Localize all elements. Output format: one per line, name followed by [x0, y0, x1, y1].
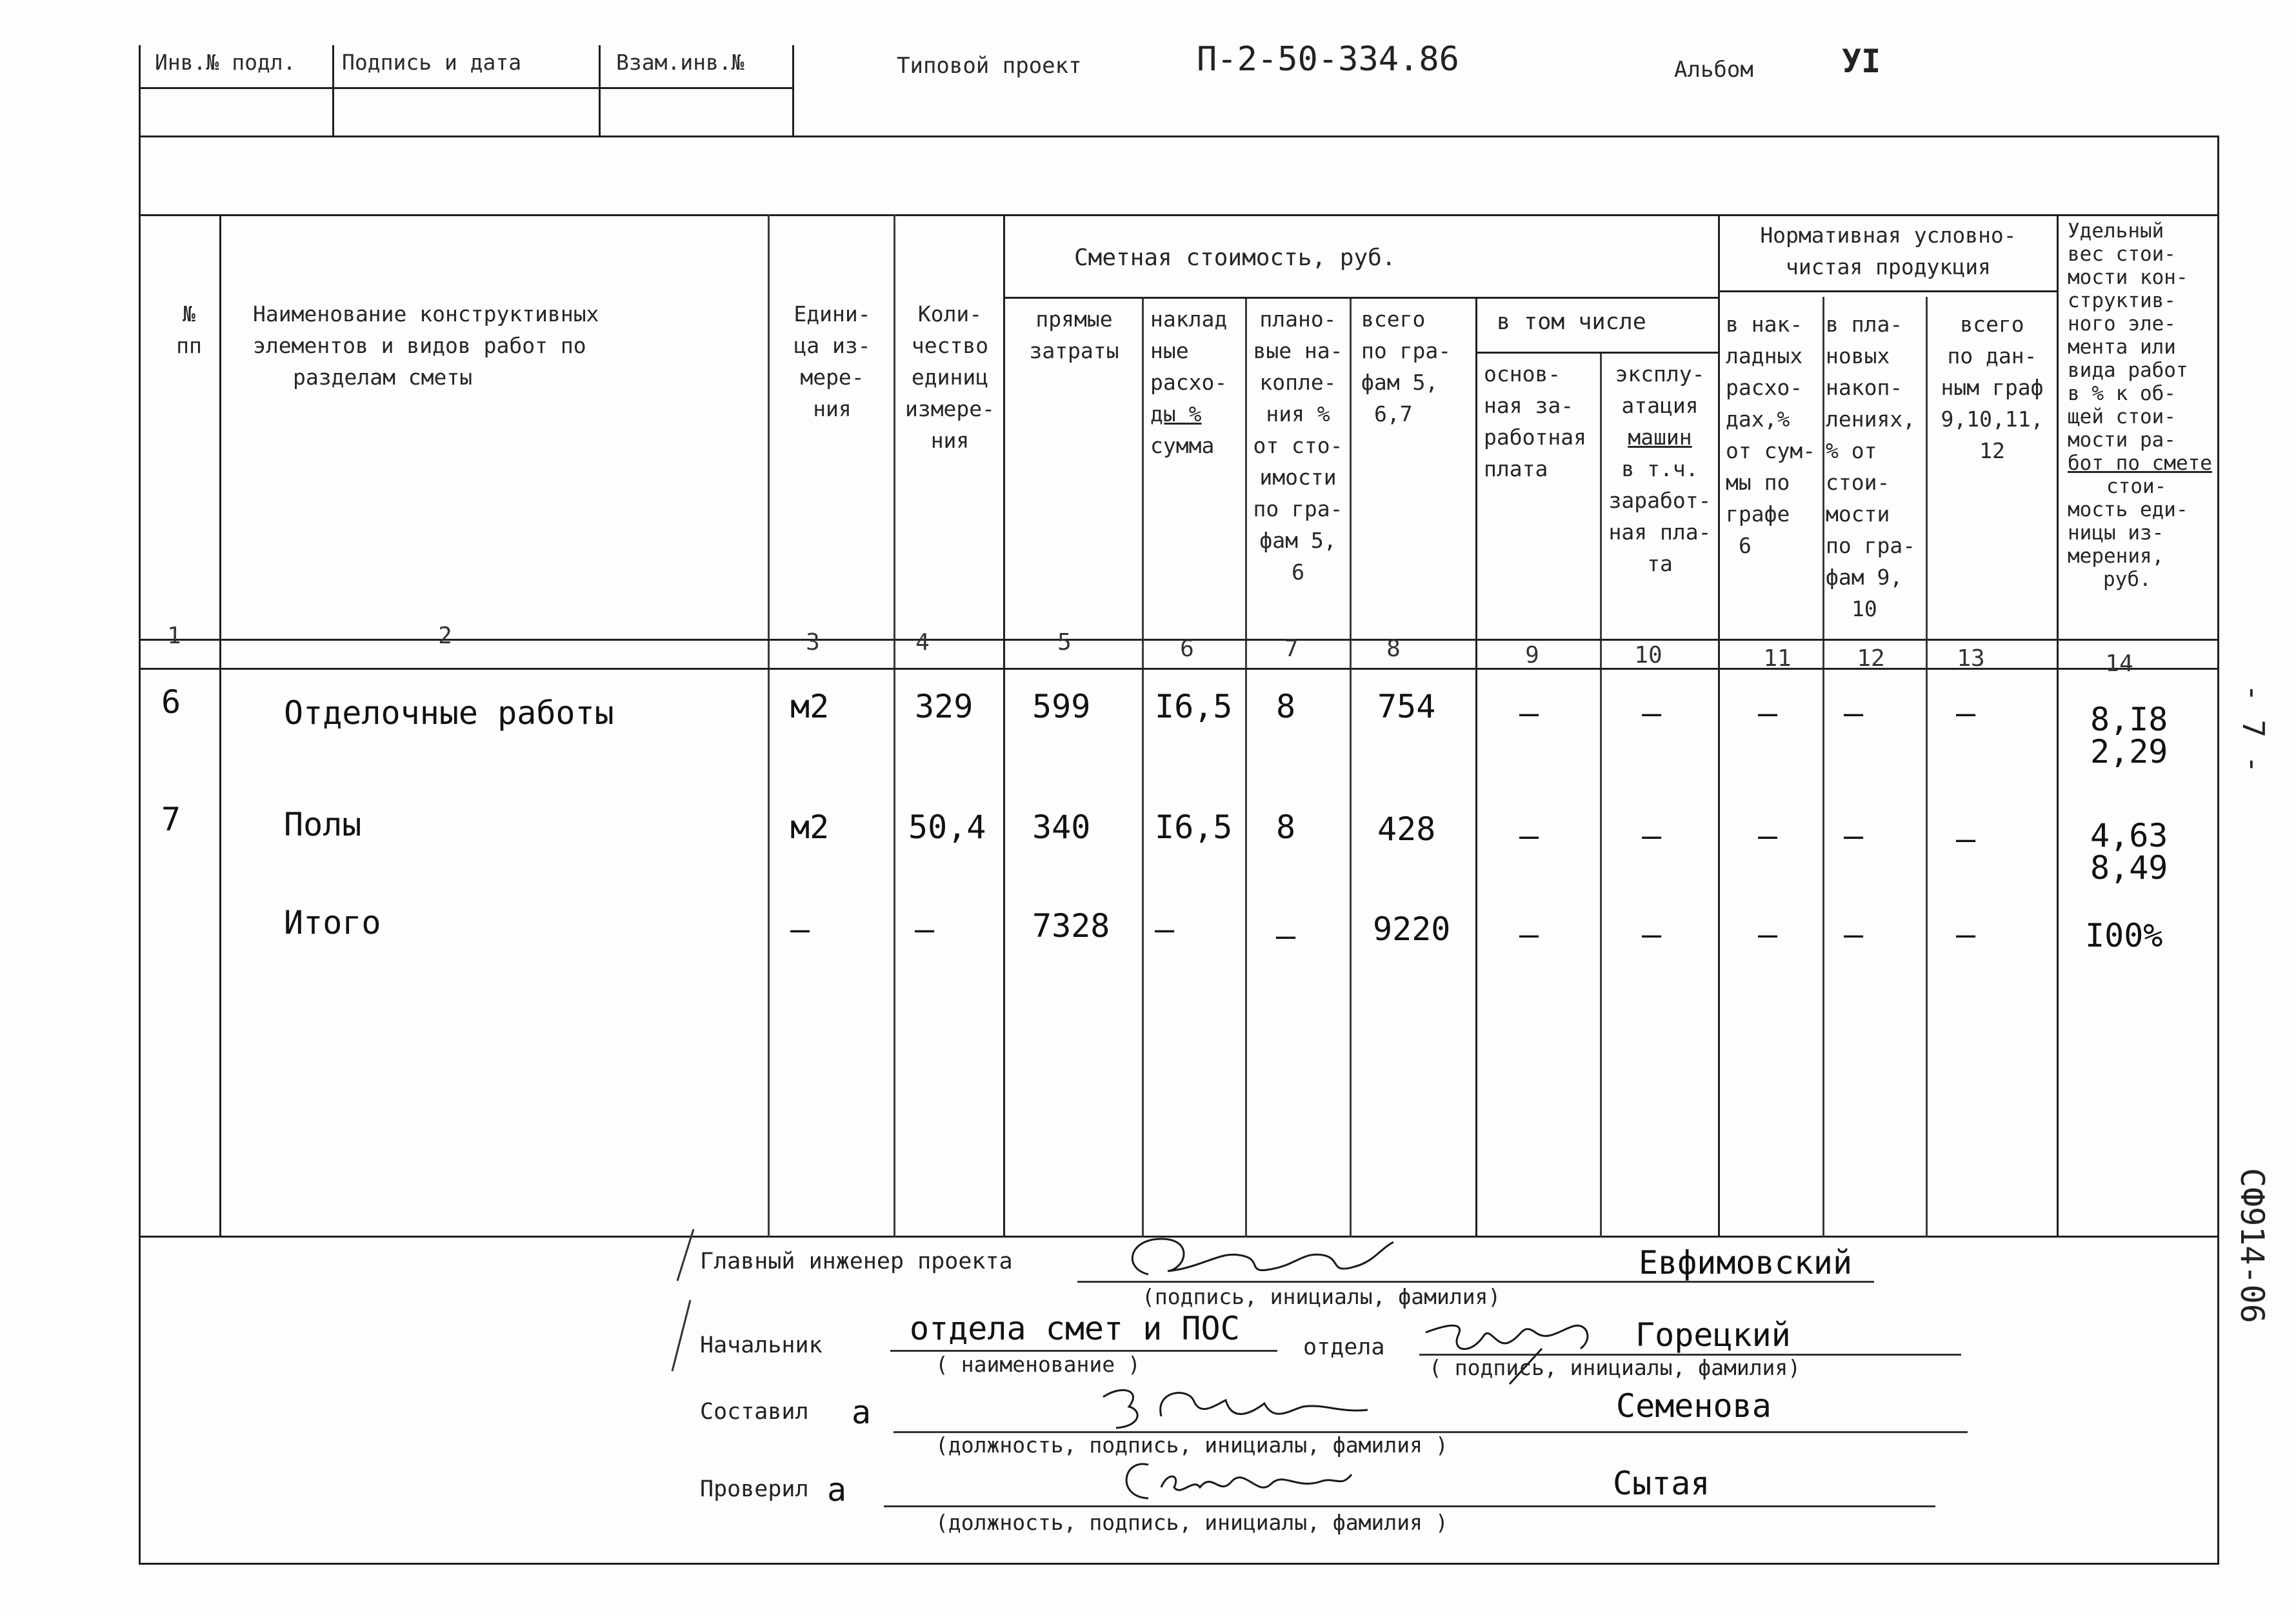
- chief-label: Главный инженер проекта: [700, 1249, 1013, 1274]
- row-c12: –: [1844, 694, 1864, 732]
- row-unit: м2: [790, 688, 830, 725]
- colnum-10: 10: [1634, 642, 1662, 668]
- stamp-podpis-data: Подпись и дата: [342, 50, 522, 75]
- checked-signature: [1110, 1452, 1355, 1510]
- row-c10: –: [1642, 817, 1662, 854]
- row-c12: –: [1844, 916, 1864, 953]
- chief-caption: (подпись, инициалы, фамилия): [1142, 1284, 1501, 1309]
- row-c14: 4,63 8,49: [2090, 817, 2168, 887]
- row-c13: –: [1956, 694, 1976, 732]
- col-udelny-header: Удельный вес стои- мости кон- структив- ного эле- мента или вида работ в % к об- щей стои- мости ра- бот по смете стои- мость еди- ницы из- мерения, руб.: [2068, 219, 2212, 591]
- col-v-nakl-header: в нак- ладных расхо- дах,% от сум- мы по графе 6: [1726, 312, 1816, 558]
- row-c11: –: [1758, 916, 1778, 953]
- col-osnov-zp-header: основ- ная за- работная плата: [1484, 361, 1586, 481]
- row-name: Итого: [284, 904, 381, 941]
- row-plan: –: [1276, 917, 1296, 954]
- row-no: 7: [161, 801, 181, 838]
- smetnaya-header: Сметная стоимость, руб.: [1074, 245, 1396, 271]
- row-c11: –: [1758, 694, 1778, 732]
- head-label: Начальник: [700, 1332, 823, 1358]
- colnum-1: 1: [167, 623, 181, 649]
- col-name-header: Наименование конструктивных элементов и видов работ по разделам сметы: [253, 301, 599, 390]
- row-qty: 329: [915, 688, 973, 725]
- colnum-3: 3: [806, 629, 820, 656]
- project-code: П-2-50-334.86: [1197, 40, 1459, 79]
- row-c10: –: [1642, 694, 1662, 732]
- normativ-header: Нормативная условно- чистая продукция: [1760, 223, 2017, 279]
- head-otdela-label: отдела: [1303, 1334, 1385, 1360]
- stamp-vzam-inv: Взам.инв.№: [616, 50, 744, 75]
- col-unit-header: Едини- ца из- мере- ния: [794, 301, 871, 421]
- row-vsego: 428: [1377, 810, 1436, 848]
- col-ekspl-header: эксплу- атация машин в т.ч. заработ- ная пла- та: [1608, 361, 1712, 576]
- row-qty: –: [915, 910, 935, 948]
- checked-name: Сытая: [1613, 1465, 1710, 1502]
- colnum-4: 4: [915, 629, 930, 656]
- row-c14: I00%: [2085, 917, 2163, 954]
- row-plan: 8: [1276, 808, 1296, 846]
- checked-caption: (должность, подпись, инициалы, фамилия ): [935, 1510, 1448, 1535]
- margin-mark: [664, 1223, 703, 1391]
- colnum-6: 6: [1180, 636, 1194, 662]
- colnum-5: 5: [1057, 629, 1072, 656]
- row-c13: –: [1956, 820, 1976, 858]
- row-c9: –: [1519, 916, 1539, 953]
- row-c12: –: [1844, 817, 1864, 854]
- head-dept: отдела смет и ПОС: [910, 1310, 1240, 1347]
- row-nakl: –: [1155, 910, 1175, 948]
- colnum-9: 9: [1525, 642, 1539, 668]
- row-no: 6: [161, 683, 181, 721]
- col-plan-nakop-header: плано- вые на- копле- ния % от сто- имости по гра- фам 5, 6: [1253, 306, 1343, 585]
- row-nakl: I6,5: [1155, 808, 1233, 846]
- album-label: Альбом: [1674, 57, 1753, 83]
- compiled-signature: [1097, 1378, 1374, 1436]
- row-c10: –: [1642, 916, 1662, 953]
- compiled-name: Семенова: [1616, 1387, 1772, 1425]
- compiled-caption: (должность, подпись, инициалы, фамилия ): [935, 1432, 1448, 1458]
- album-number: УI: [1842, 43, 1881, 80]
- colnum-8: 8: [1386, 636, 1401, 662]
- stamp-inv-podl: Инв.№ подл.: [155, 50, 296, 75]
- chief-signature: [1110, 1229, 1406, 1287]
- row-c14: 8,I8 2,29: [2090, 701, 2168, 770]
- colnum-12: 12: [1857, 645, 1885, 672]
- colnum-13: 13: [1957, 645, 1985, 672]
- colnum-2: 2: [438, 623, 452, 649]
- row-c11: –: [1758, 817, 1778, 854]
- col-pryamye-header: прямые затраты: [1029, 306, 1119, 363]
- checked-suffix: а: [827, 1471, 847, 1509]
- row-pryamye: 340: [1032, 808, 1091, 846]
- col-qty-header: Коли- чество единиц измере- ния: [904, 301, 995, 453]
- compiled-suffix: а: [852, 1394, 872, 1431]
- chief-name: Евфимовский: [1639, 1244, 1853, 1281]
- head-dept-caption: ( наименование ): [935, 1352, 1141, 1377]
- head-name: Горецкий: [1635, 1316, 1791, 1354]
- colnum-7: 7: [1284, 636, 1299, 662]
- row-name: Полы: [284, 806, 362, 843]
- col-nakladnye-header: наклад ные расхо- ды % сумма: [1150, 306, 1228, 458]
- row-pryamye: 7328: [1032, 907, 1110, 945]
- row-c9: –: [1519, 817, 1539, 854]
- row-pryamye: 599: [1032, 688, 1091, 725]
- colnum-11: 11: [1763, 645, 1792, 672]
- row-nakl: I6,5: [1155, 688, 1233, 725]
- checked-label: Проверил: [700, 1476, 809, 1502]
- row-c9: –: [1519, 694, 1539, 732]
- row-plan: 8: [1276, 688, 1296, 725]
- col-no-header: № пп: [176, 301, 202, 358]
- col-vsego-norm-header: всего по дан- ным граф 9,10,11, 12: [1941, 312, 2044, 463]
- tipovoy-label: Типовой проект: [897, 53, 1082, 79]
- row-unit: –: [790, 910, 810, 948]
- col-v-plan-header: в пла- новых накоп- лениях, % от стои- мости по гра- фам 9, 10: [1826, 312, 1916, 621]
- row-vsego: 754: [1377, 688, 1436, 725]
- row-qty: 50,4: [908, 808, 986, 846]
- row-c13: –: [1956, 916, 1976, 953]
- v-tom-chisle-header: в том числе: [1497, 309, 1646, 335]
- head-caption: ( подпись, инициалы, фамилия): [1429, 1355, 1801, 1380]
- page-number: - 7 -: [2236, 684, 2271, 774]
- sheet-code: СФ914-06: [2233, 1168, 2271, 1323]
- compiled-label: Составил: [700, 1399, 809, 1425]
- row-vsego: 9220: [1373, 910, 1451, 948]
- col-vsego-header: всего по гра- фам 5, 6,7: [1361, 306, 1452, 427]
- row-name: Отделочные работы: [284, 694, 614, 732]
- row-unit: м2: [790, 808, 830, 846]
- colnum-14: 14: [2105, 650, 2133, 677]
